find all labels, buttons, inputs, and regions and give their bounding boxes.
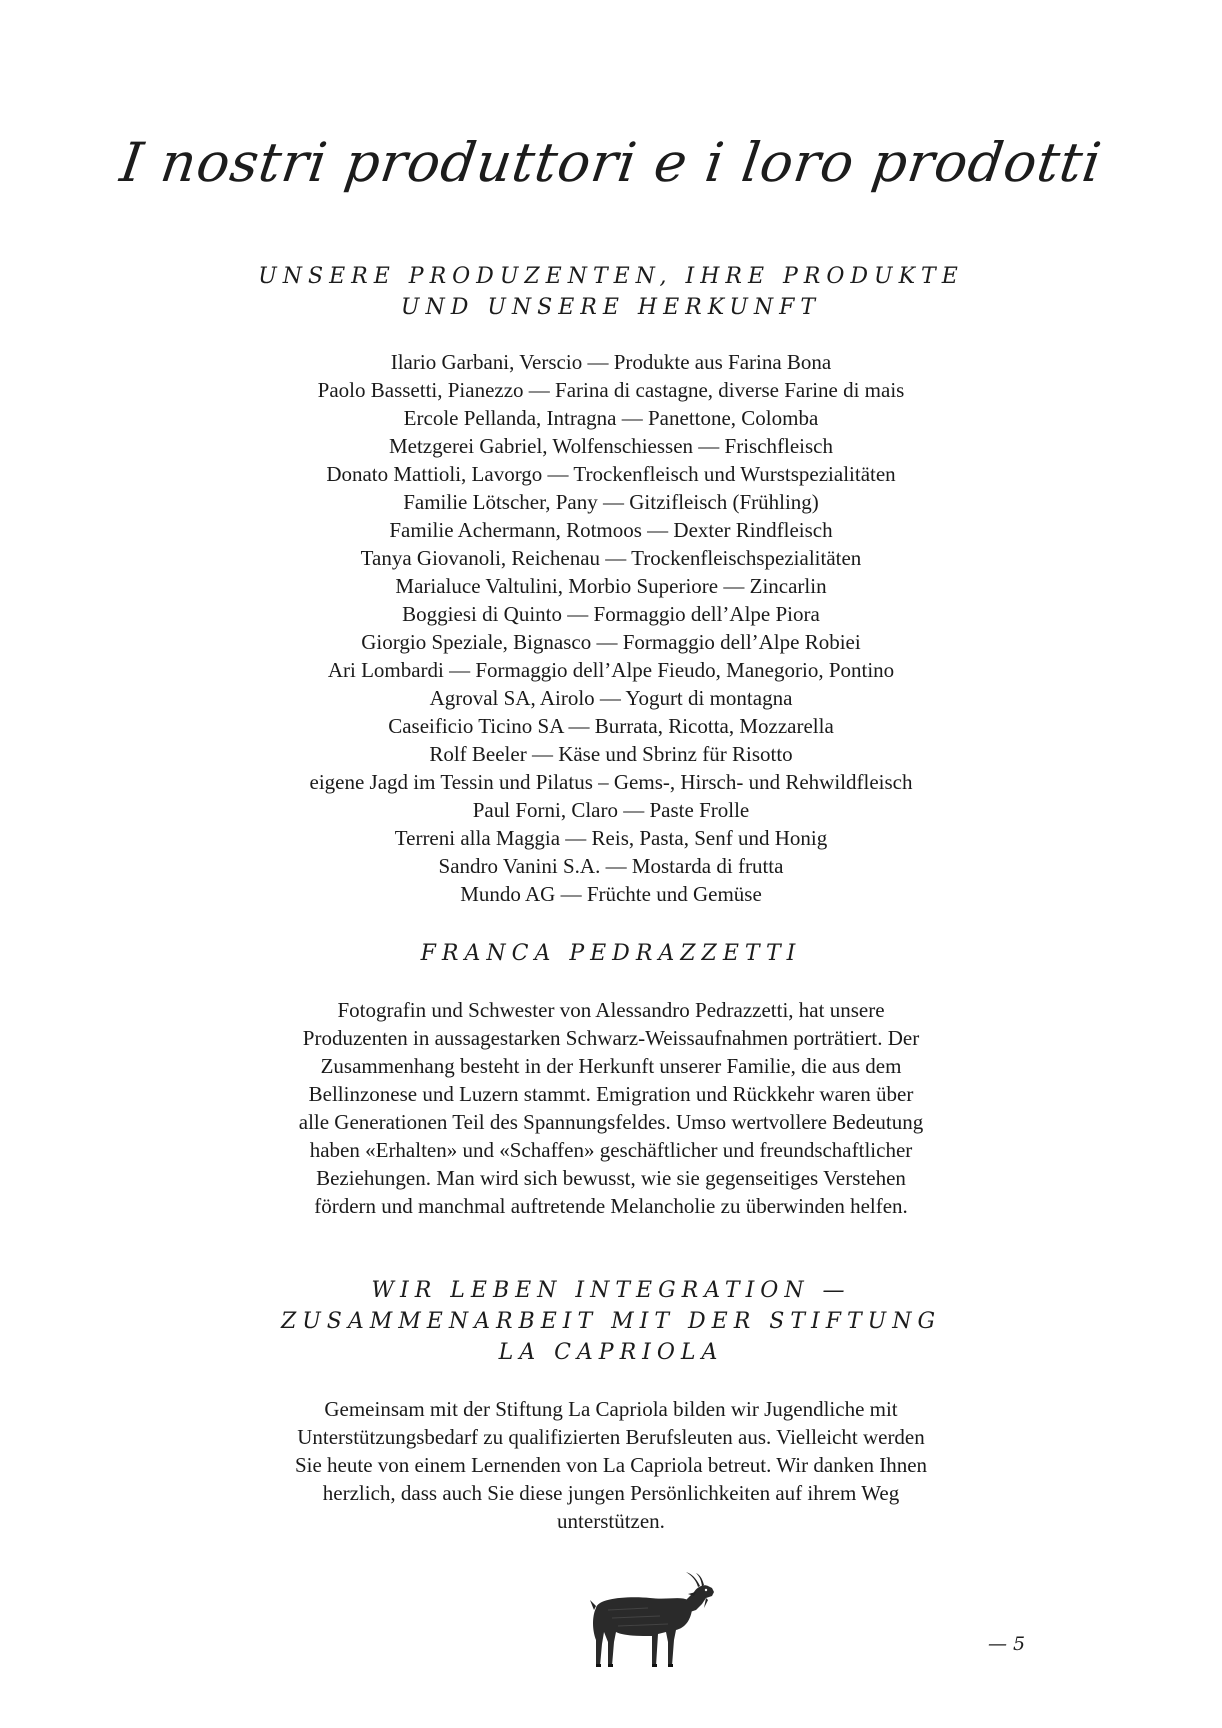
producer-item: Sandro Vanini S.A. — Mostarda di frutta: [438, 854, 784, 878]
producer-item: Boggiesi di Quinto — Formaggio dell’Alpe Piora: [402, 602, 820, 626]
producer-item: Tanya Giovanoli, Reichenau — Trockenfleischspezialitäten: [360, 546, 862, 570]
producer-list: [0, 348, 1222, 908]
integration-heading-line-2: ZUSAMMENARBEIT MIT DER STIFTUNG: [280, 1309, 942, 1334]
producer-item: Familie Lötscher, Pany — Gitzifleisch (Frühling): [403, 490, 819, 514]
page-number: — 5: [988, 1633, 1026, 1655]
integration-paragraph: Gemeinsam mit der Stiftung La Capriola bilden wir Jugendliche mit Unterstützungsbedarf zu qualifizierten Berufsleuten aus. Vielleicht werden Sie heute von einem Lernenden von La Capriola betreut. Wir danken Ihnen herzlich, dass auch Sie diese jungen Persönlichkeiten auf ihrem Weg unterstützen.: [294, 1397, 928, 1533]
producer-item: Donato Mattioli, Lavorgo — Trockenfleisch und Wurstspezialitäten: [326, 462, 896, 486]
producer-item: Mundo AG — Früchte und Gemüse: [460, 882, 762, 906]
producer-item: Ercole Pellanda, Intragna — Panettone, Colomba: [403, 406, 819, 430]
producers-heading-line-2: UND UNSERE HERKUNFT: [400, 295, 822, 320]
producer-item: Ari Lombardi — Formaggio dell’Alpe Fieudo, Manegorio, Pontino: [327, 658, 895, 682]
page-title: I nostri produttori e i loro prodotti: [116, 131, 1106, 194]
producer-item: Agroval SA, Airolo — Yogurt di montagna: [429, 686, 793, 710]
franca-paragraph: Fotografin und Schwester von Alessandro Pedrazzetti, hat unsere Produzenten in aussagestarken Schwarz-Weissaufnahmen porträtiert. Der Zusammenhang besteht in der Herkunft unserer Familie, die aus dem Bellinzonese und Luzern stammt. Emigration und Rückkehr waren über alle Generationen Teil des Spannungsfeldes. Umso wertvollere Bedeutung haben «Erhalten» und «Schaffen» geschäftlicher und freundschaftlicher Beziehungen. Man wird sich bewusst, wie sie gegenseitiges Verstehen fördern und manchmal auftretende Melancholie zu überwinden helfen.: [298, 998, 924, 1218]
integration-heading-line-1: WIR LEBEN INTEGRATION —: [371, 1278, 851, 1303]
integration-heading-line-3: LA CAPRIOLA: [498, 1340, 724, 1365]
producer-item: Paul Forni, Claro — Paste Frolle: [472, 798, 750, 822]
producers-heading: [0, 261, 1222, 323]
producer-item: Terreni alla Maggia — Reis, Pasta, Senf und Honig: [394, 826, 828, 850]
producers-heading-line-1: UNSERE PRODUZENTEN, IHRE PRODUKTE: [258, 264, 964, 289]
producer-item: Giorgio Speziale, Bignasco — Formaggio dell’Alpe Robiei: [361, 630, 861, 654]
producer-item: Marialuce Valtulini, Morbio Superiore — Zincarlin: [395, 574, 827, 598]
franca-heading-text: FRANCA PEDRAZZETTI: [420, 941, 802, 966]
goat-illustration: [588, 1570, 718, 1670]
producer-item: Rolf Beeler — Käse und Sbrinz für Risotto: [429, 742, 793, 766]
producer-item: Metzgerei Gabriel, Wolfenschiessen — Frischfleisch: [388, 434, 834, 458]
integration-heading: [0, 1275, 1222, 1368]
producer-item: eigene Jagd im Tessin und Pilatus – Gems-, Hirsch- und Rehwildfleisch: [309, 770, 913, 794]
producer-item: Paolo Bassetti, Pianezzo — Farina di castagne, diverse Farine di mais: [317, 378, 905, 402]
producer-item: Familie Achermann, Rotmoos — Dexter Rindfleisch: [389, 518, 833, 542]
producer-item: Caseificio Ticino SA — Burrata, Ricotta, Mozzarella: [388, 714, 834, 738]
producer-item: Ilario Garbani, Verscio — Produkte aus Farina Bona: [390, 350, 832, 374]
franca-heading: [0, 938, 1222, 969]
